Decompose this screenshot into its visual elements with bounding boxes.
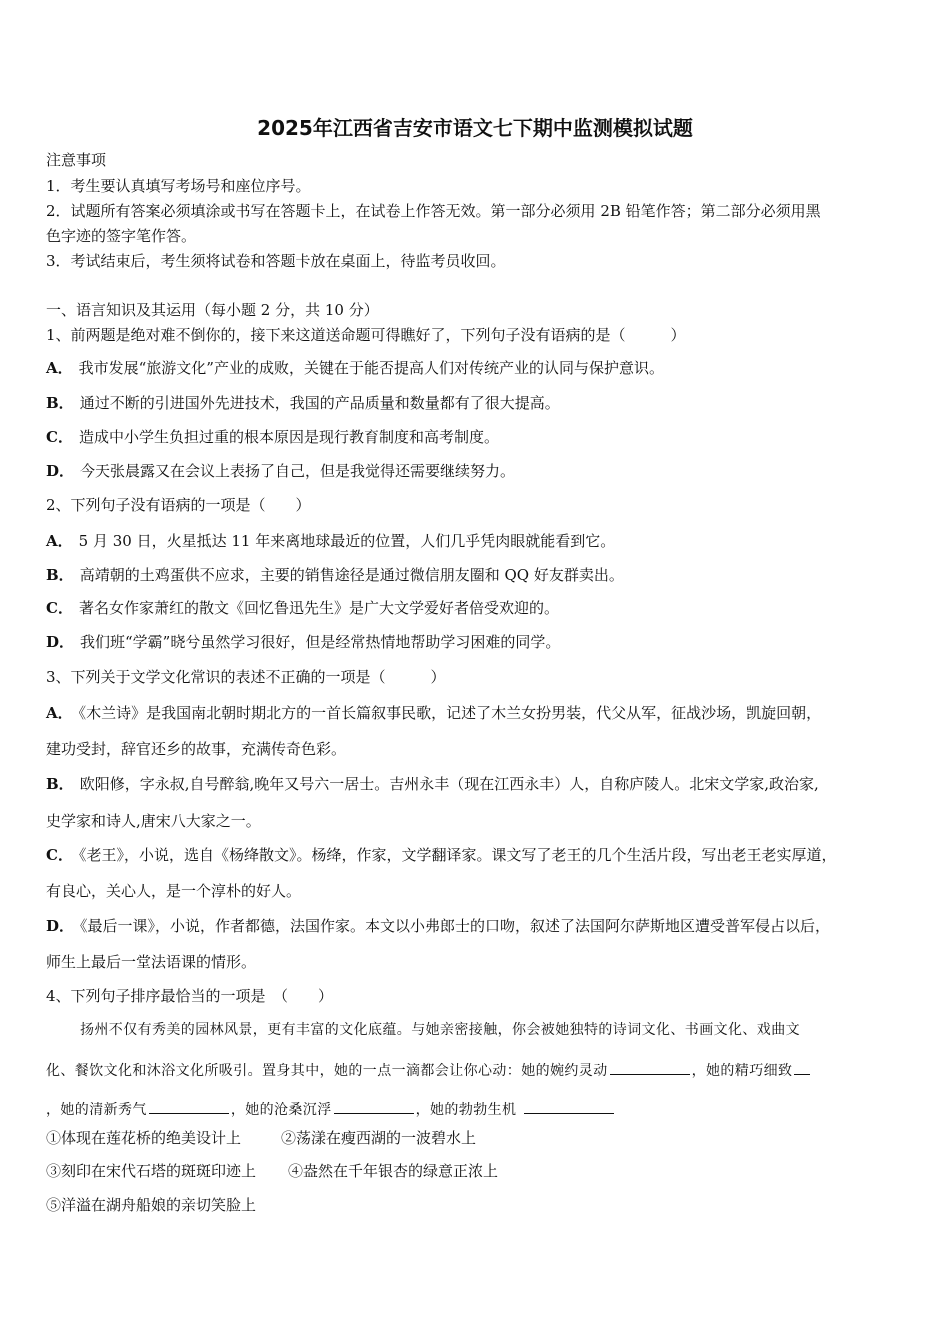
option-label: A． [46,359,73,377]
question-3-option-c [46,845,912,865]
section-heading: 一、语言知识及其运用（每小题 2 分，共 10 分） [46,301,379,319]
passage-line-1: 扬州不仅有秀美的园林风景，更有丰富的文化底蕴。与她亲密接触，你会被她独特的诗词文化、书画文化、戏曲文 [80,1022,800,1038]
option-text: 《木兰诗》是我国南北朝时期北方的一首长篇叙事民歌，记述了木兰女扮男装，代父从军，征战沙场，凯旋回朝， [78,704,822,722]
passage-line-2 [46,1058,912,1081]
passage-text: ，她的沧桑沉浮 [230,1102,332,1118]
choice-3: ③刻印在宋代石塔的斑斑印迹上 [46,1162,257,1180]
choice-1: ①体现在莲花桥的绝美设计上 [46,1129,242,1147]
option-text: 造成中小学生负担过重的根本原因是现行教育制度和高考制度。 [78,428,499,446]
option-text: 今天张晨露又在会议上表扬了自己，但是我觉得还需要继续努力。 [80,462,516,480]
option-text: 《老王》，小说，选自《杨绛散文》。杨绛，作家，文学翻译家。课文写了老王的几个生活片段，写出老王老实厚道， [78,846,837,864]
passage-line-3 [46,1097,912,1120]
choice-4: ④盎然在千年银杏的绿意正浓上 [288,1162,499,1180]
question-1-option-a [46,358,912,378]
choice-5: ⑤洋溢在湖舟船娘的亲切笑脸上 [46,1196,257,1214]
question-4-stem: 4、下列句子排序最恰当的一项是 （ ） [46,987,334,1005]
choice-2: ②荡漾在瘦西湖的一波碧水上 [281,1129,477,1147]
fill-blank [149,1097,229,1114]
notice-item-2-cont: 色字迹的签字笔作答。 [46,227,197,245]
option-label: C． [46,846,73,864]
question-2-option-d [46,632,912,652]
option-text: 我市发展“旅游文化”产业的成败，关键在于能否提高人们对传统产业的认同与保护意识。 [78,359,664,377]
option-text: 5 月 30 日，火星抵达 11 年来离地球最近的位置，人们几乎凭肉眼就能看到它。 [78,532,616,550]
option-label: C． [46,599,73,617]
option-text: 《最后一课》，小说，作者都德，法国作家。本文以小弗郎士的口吻，叙述了法国阿尔萨斯地区遭受普军侵占以后， [80,917,831,935]
passage-text: ，她的清新秀气 [46,1102,147,1118]
notice-item-3: 3．考试结束后，考生须将试卷和答题卡放在桌面上，待监考员收回。 [46,252,506,270]
question-1-option-b [46,393,912,413]
passage-text: 化、餐饮文化和沐浴文化所吸引。置身其中，她的一点一滴都会让你心动：她的婉约灵动 [46,1063,608,1079]
option-text: 著名女作家萧红的散文《回忆鲁迅先生》是广大文学爱好者倍受欢迎的。 [78,599,559,617]
page-title: 2025年江西省吉安市语文七下期中监测模拟试题 [257,116,693,140]
option-label: B． [46,394,74,412]
option-text: 欧阳修，字永叔,自号醉翁,晚年又号六一居士。吉州永丰（现在江西永丰）人，自称庐陵人。北宋文学家,政治家, [79,775,819,793]
question-2-option-b [46,565,912,585]
question-2-option-c [46,598,912,618]
question-2-stem: 2、下列句子没有语病的一项是（ ） [46,496,311,514]
question-3-option-b [46,774,912,794]
question-3-option-a [46,703,912,723]
option-label: A． [46,532,73,550]
fill-blank [610,1058,690,1075]
option-label: A． [46,704,73,722]
notice-item-1: 1．考生要认真填写考场号和座位序号。 [46,177,311,195]
option-label: B． [46,775,74,793]
option-label: D． [46,633,75,651]
option-label: C． [46,428,73,446]
question-3-option-c-cont: 有良心，关心人，是一个淳朴的好人。 [46,882,302,900]
option-text: 我们班“学霸”晓兮虽然学习很好，但是经常热情地帮助学习困难的同学。 [80,633,561,651]
choice-row-3 [46,1195,912,1215]
option-text: 高靖朝的土鸡蛋供不应求，主要的销售途径是通过微信朋友圈和 QQ 好友群卖出。 [79,566,624,584]
question-3-option-d [46,916,912,936]
option-label: B． [46,566,74,584]
question-3-option-b-cont: 史学家和诗人,唐宋八大家之一。 [46,812,261,830]
passage-text: ，她的勃勃生机 [415,1102,517,1118]
option-text: 通过不断的引进国外先进技术，我国的产品质量和数量都有了很大提高。 [79,394,560,412]
fill-blank [334,1097,414,1114]
fill-blank [524,1097,614,1114]
notice-heading: 注意事项 [46,151,107,169]
fill-blank [794,1058,810,1075]
option-label: D． [46,917,75,935]
question-1-stem: 1、前两题是绝对难不倒你的，接下来这道送命题可得瞧好了，下列句子没有语病的是（ ） [46,326,686,344]
choice-row-2 [46,1161,912,1181]
notice-item-2: 2．试题所有答案必须填涂或书写在答题卡上，在试卷上作答无效。第一部分必须用 2B 铅笔作答；第二部分必须用黑 [46,202,821,220]
question-1-option-c [46,427,912,447]
question-3-stem: 3、下列关于文学文化常识的表述不正确的一项是（ ） [46,668,446,686]
question-3-option-d-cont: 师生上最后一堂法语课的情形。 [46,953,257,971]
choice-row-1 [46,1128,912,1148]
question-1-option-d [46,461,912,481]
question-3-option-a-cont: 建功受封，辞官还乡的故事，充满传奇色彩。 [46,740,347,758]
passage-text: ，她的精巧细致 [691,1063,793,1079]
question-2-option-a [46,531,912,551]
option-label: D． [46,462,75,480]
